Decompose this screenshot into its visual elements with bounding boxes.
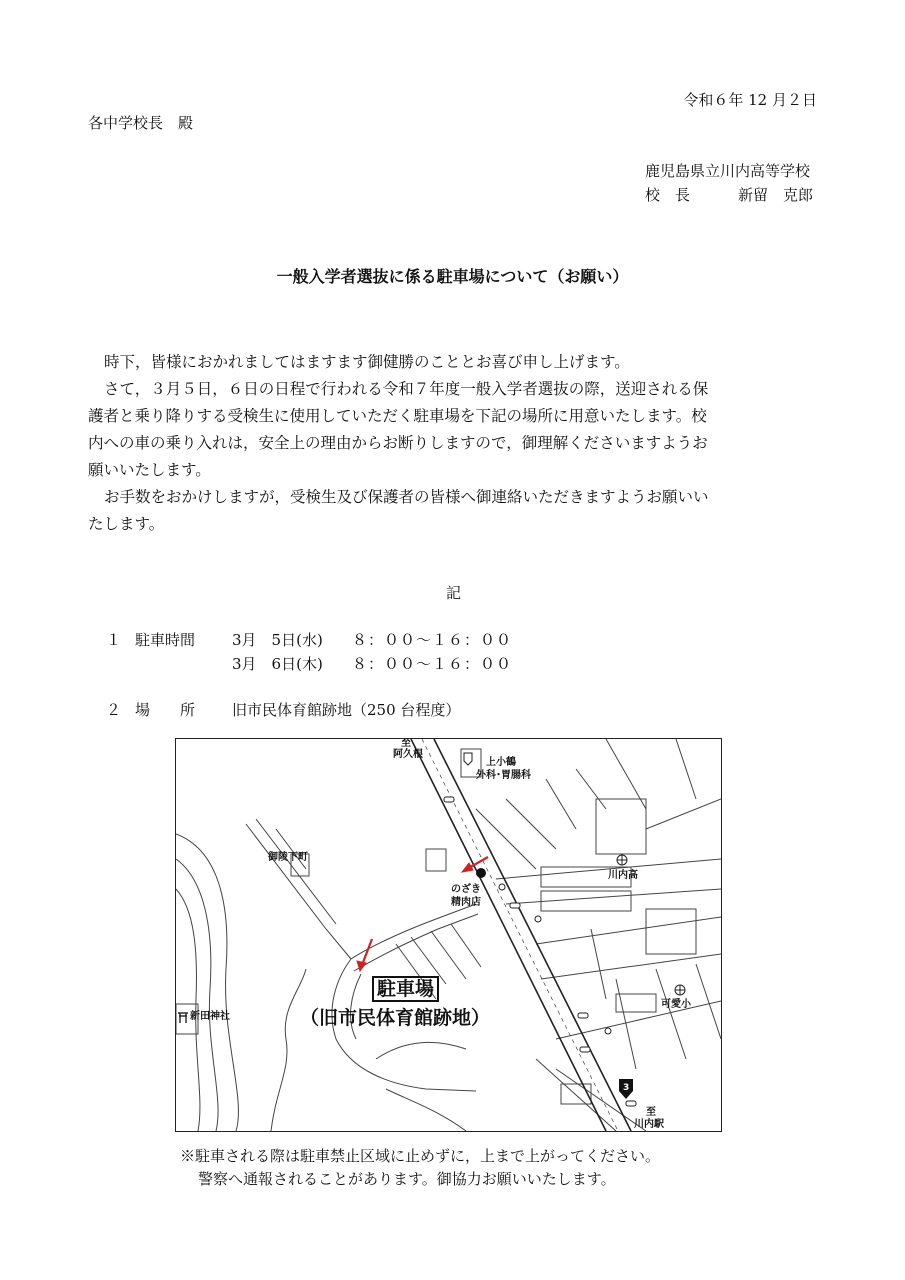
body-line: さて，３月５日，６日の日程で行われる令和７年度一般入学者選抜の際，送迎される保 bbox=[104, 380, 709, 398]
location-map bbox=[175, 738, 722, 1132]
shop-marker-icon bbox=[476, 868, 486, 878]
sender-title: 校 長 bbox=[645, 186, 691, 204]
map-label-to-prefix: 至 bbox=[646, 1107, 656, 1118]
body-line: 内への車の乗り入れは，安全上の理由からお断りしますので，御理解くださいますようお bbox=[88, 434, 708, 452]
ki-heading: 記 bbox=[446, 584, 462, 602]
body-line: 願いいたします。 bbox=[88, 461, 211, 479]
sender-name: 新留 克郎 bbox=[738, 186, 814, 204]
map-label-station: 川内駅 bbox=[634, 1119, 664, 1130]
map-label-akune: 阿久根 bbox=[393, 749, 423, 760]
map-label-clinic-sub: 外科･胃腸科 bbox=[476, 770, 531, 781]
schedule-date: 3月 6日(木) bbox=[232, 655, 323, 673]
map-label-nozaki: のざき bbox=[451, 884, 481, 895]
note-line-1: ※駐車される際は駐車禁止区域に止めずに，上まで上がってください。 bbox=[180, 1147, 661, 1165]
schedule-time: ８：００～１６：００ bbox=[352, 631, 513, 649]
map-label-to-prefix: 至 bbox=[401, 738, 411, 749]
map-label-clinic: 上小鶴 bbox=[486, 757, 516, 768]
page-title: 一般入学者選抜に係る駐車場について（お願い） bbox=[276, 267, 629, 286]
item2-number: ２ bbox=[106, 701, 122, 719]
note-line-2: 警察へ通報されることがあります。御協力お願いいたします。 bbox=[198, 1170, 616, 1188]
item2-label: 場 所 bbox=[135, 701, 196, 719]
map-drawing bbox=[176, 739, 721, 1131]
map-label-enai: 可愛小 bbox=[661, 999, 691, 1010]
map-label-nozaki-sub: 精肉店 bbox=[451, 897, 481, 908]
schedule-time: ８：００～１６：００ bbox=[352, 655, 513, 673]
map-label-parking-sub: （旧市民体育館跡地） bbox=[300, 1007, 491, 1029]
map-label-sendai-high: 川内高 bbox=[608, 870, 638, 881]
document-date: 令和６年 12 月２日 bbox=[683, 91, 817, 109]
body-line: たします。 bbox=[88, 515, 165, 533]
torii-icon bbox=[178, 1013, 188, 1023]
map-label-parking: 駐車場 bbox=[372, 976, 439, 1002]
item1-label: 駐車時間 bbox=[135, 631, 196, 649]
map-label-shrine: 新田神社 bbox=[190, 1011, 230, 1022]
body-line: 時下，皆様におかれましてはますます御健勝のこととお喜び申し上げます。 bbox=[104, 353, 630, 371]
schedule-date: 3月 5日(水) bbox=[232, 631, 323, 649]
sender-school: 鹿児島県立川内高等学校 bbox=[645, 162, 811, 180]
body-line: お手数をおかけしますが，受検生及び保護者の皆様へ御連絡いただきますようお願いい bbox=[104, 488, 709, 506]
map-label-goryo: 御陵下町 bbox=[268, 852, 308, 863]
item1-number: １ bbox=[106, 631, 122, 649]
map-label-route: 3 bbox=[623, 1083, 630, 1093]
item2-value: 旧市民体育館跡地（250 台程度） bbox=[232, 701, 461, 719]
body-line: 護者と乗り降りする受検生に使用していただく駐車場を下記の場所に用意いたします。校 bbox=[88, 407, 707, 425]
addressee: 各中学校長 殿 bbox=[88, 114, 194, 132]
